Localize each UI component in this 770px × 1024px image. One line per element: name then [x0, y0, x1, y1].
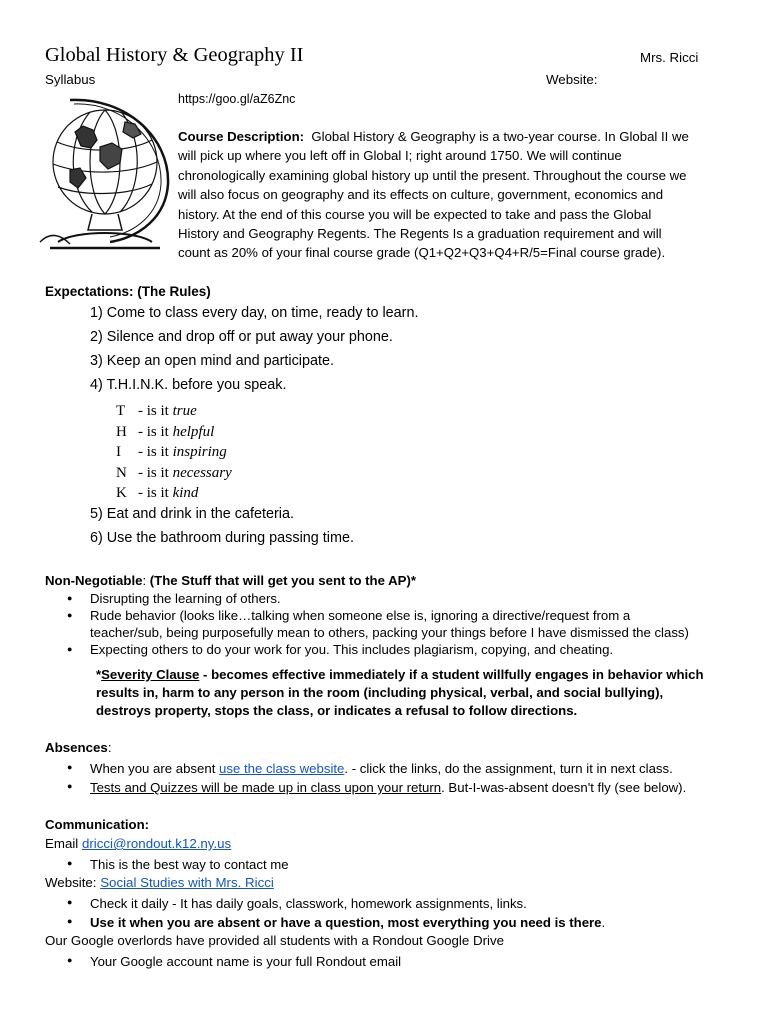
- rule-item: 2) Silence and drop off or put away your phone.: [90, 329, 393, 345]
- description-line: chronologically examining global history up until the present. Throughout the course we: [178, 167, 687, 183]
- list-item-continuation: teacher/sub, being purposefully mean to others, packing your things before I have dismissed the class): [90, 625, 689, 640]
- non-negotiable-list: [45, 590, 689, 658]
- website-list: [45, 894, 605, 932]
- description-line: History and Geography Regents. The Regents Is a graduation requirement and will: [178, 226, 662, 242]
- google-line: Our Google overlords have provided all students with a Rondout Google Drive: [45, 933, 504, 948]
- teacher-name: Mrs. Ricci: [640, 50, 699, 65]
- list-item: ● Rude behavior (looks like…talking when someone else is, ignoring a directive/request from a: [45, 607, 689, 624]
- email-line: Email dricci@rondout.k12.ny.us: [45, 836, 232, 851]
- google-list: [45, 952, 401, 971]
- severity-clause: *Severity Clause - becomes effective immediately if a student willfully engages in behavior which results in, harm to any person in the room (including physical, verbal, and social bullying), destroys property, stops the class, or indicates a refusal to follow directions.: [96, 667, 704, 718]
- list-item: ● When you are absent use the class website. - click the links, do the assignment, turn it in next class.: [45, 759, 686, 778]
- description-line: count as 20% of your final course grade (Q1+Q2+Q3+Q4+R/5=Final course grade).: [178, 245, 666, 261]
- website-url[interactable]: https://goo.gl/aZ6Znc: [178, 92, 296, 106]
- absences-list: [45, 759, 686, 797]
- rule-item: 6) Use the bathroom during passing time.: [90, 530, 354, 546]
- list-item: ● Tests and Quizzes will be made up in class upon your return. But-I-was-absent doesn't fly (see below).: [45, 778, 686, 797]
- list-item: ● Use it when you are absent or have a question, most everything you need is there.: [45, 913, 605, 932]
- absences-heading: Absences:: [45, 740, 112, 755]
- description-label: Course Description:: [178, 129, 305, 144]
- website-line: Website: Social Studies with Mrs. Ricci: [45, 875, 274, 890]
- non-negotiable-heading: Non-Negotiable: (The Stuff that will get you sent to the AP)*: [45, 573, 416, 588]
- think-item-h: H - is it helpful: [116, 424, 215, 440]
- website-label: Website:: [546, 72, 598, 87]
- description-line: will also focus on geography and its effects on culture, government, economics and: [178, 187, 664, 203]
- course-description: [178, 127, 723, 263]
- think-item-n: N - is it necessary: [116, 465, 232, 481]
- think-item-t: T - is it true: [116, 403, 197, 419]
- rule-item: 5) Eat and drink in the cafeteria.: [90, 506, 294, 522]
- list-item: ● Disrupting the learning of others.: [45, 590, 689, 607]
- communication-heading: Communication:: [45, 817, 150, 832]
- think-item-i: I - is it inspiring: [116, 444, 227, 460]
- description-line: will pick up where you left off in Global I; right around 1750. We will continue: [178, 148, 622, 164]
- syllabus-label: Syllabus: [45, 72, 96, 87]
- class-website-link[interactable]: use the class website: [219, 761, 345, 776]
- website-link[interactable]: Social Studies with Mrs. Ricci: [100, 875, 274, 890]
- list-item: ● Check it daily - It has daily goals, classwork, homework assignments, links.: [45, 894, 605, 913]
- list-item: ● This is the best way to contact me: [45, 855, 289, 874]
- email-link[interactable]: dricci@rondout.k12.ny.us: [81, 836, 232, 851]
- list-item: ● Your Google account name is your full Rondout email: [45, 952, 401, 971]
- rule-item: 3) Keep an open mind and participate.: [90, 353, 335, 369]
- expectations-heading: Expectations: (The Rules): [45, 284, 211, 299]
- rule-item: 4) T.H.I.N.K. before you speak.: [90, 377, 287, 393]
- severity-label: Severity Clause: [101, 667, 200, 682]
- rule-item: 1) Come to class every day, on time, ready to learn.: [90, 305, 419, 321]
- think-item-k: K - is it kind: [116, 485, 199, 501]
- description-line: Course Description: Global History & Geography is a two-year course. In Global II we: [178, 129, 689, 144]
- list-item: ● Expecting others to do your work for you. This includes plagiarism, copying, and cheating.: [45, 641, 689, 658]
- description-line: history. At the end of this course you will be expected to take and pass the Global: [178, 206, 652, 222]
- email-list: [45, 855, 289, 874]
- globe-icon: [30, 92, 175, 252]
- document-title: Global History & Geography II: [45, 44, 304, 66]
